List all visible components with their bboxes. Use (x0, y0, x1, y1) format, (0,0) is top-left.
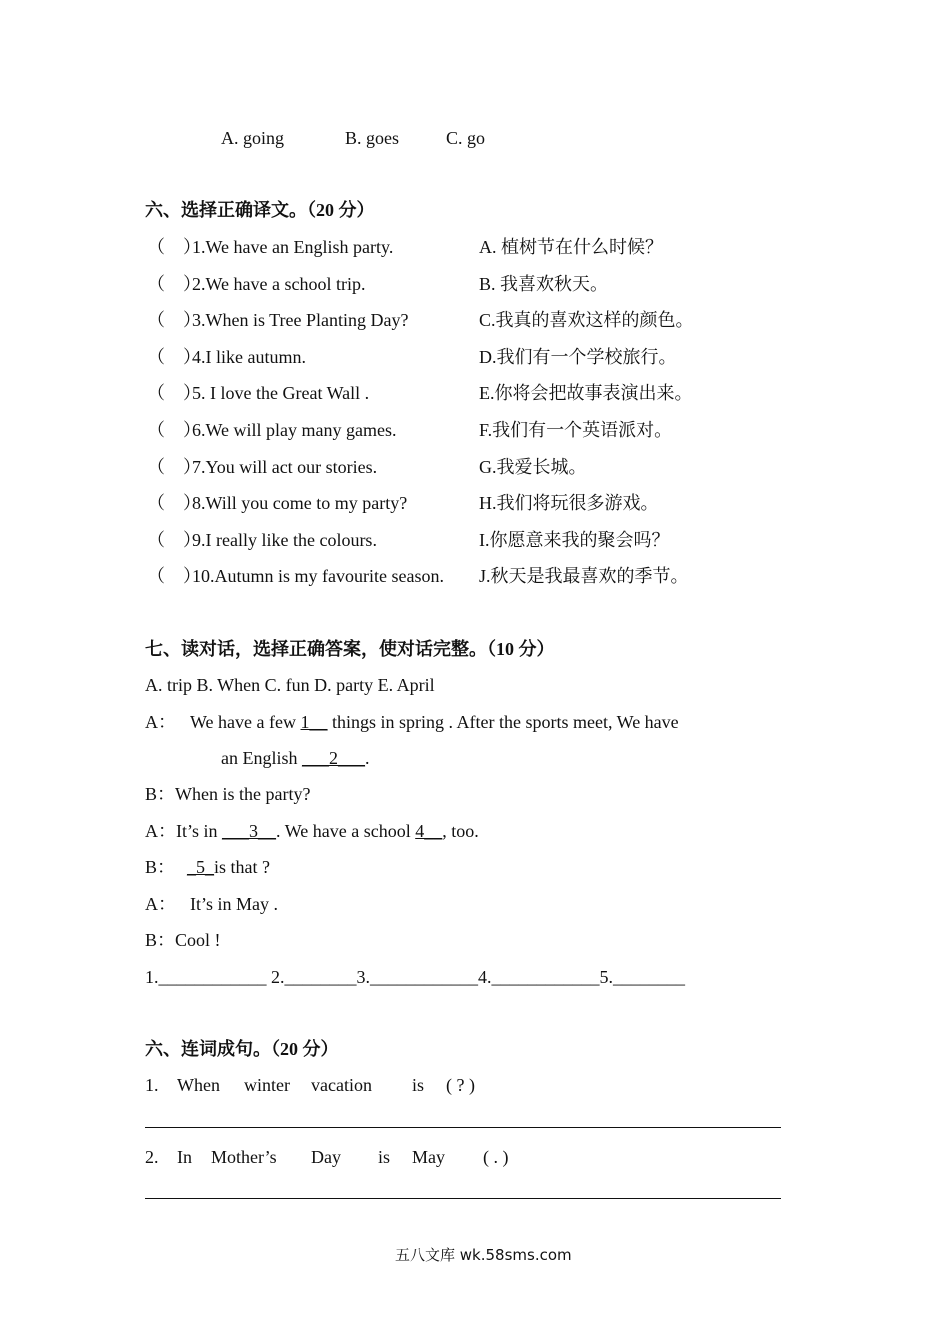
dialogue-line-2 (145, 785, 310, 803)
q2-number: 2. (145, 1147, 159, 1167)
answer-paren: （ ） (147, 310, 201, 330)
option-b: B. goes (345, 128, 399, 148)
english-sentence: 8.Will you come to my party? (192, 493, 408, 513)
line-text: is that ? (214, 857, 271, 877)
dialogue-line-1b (221, 749, 370, 767)
line-text: , too. (442, 821, 479, 841)
q2-word: Mother’s (211, 1147, 277, 1167)
blank-2: ___2___ (302, 748, 365, 768)
answer-paren: （ ） (147, 566, 201, 586)
dialogue-line-1 (145, 713, 679, 731)
speaker: A： (145, 712, 176, 732)
option-a: A. going (221, 128, 284, 148)
english-sentence: 6.We will play many games. (192, 420, 397, 440)
section8-title: 六、连词成句。（20 分） (145, 1039, 339, 1059)
english-sentence: 7.You will act our stories. (192, 457, 378, 477)
answer-paren: （ ） (147, 420, 201, 440)
q2-word: is (378, 1147, 391, 1167)
line-text: . (365, 748, 370, 768)
line-text: It’s in (176, 821, 223, 841)
line-text: It’s in May . (190, 894, 278, 914)
dialogue-line-3 (145, 822, 479, 840)
q2-word: In (177, 1147, 192, 1167)
speaker: B： (145, 857, 176, 877)
q1-number: 1. (145, 1075, 159, 1095)
answer-paren: （ ） (147, 383, 201, 403)
english-sentence: 5. I love the Great Wall . (192, 383, 370, 403)
line-text: When is the party? (175, 784, 311, 804)
section7-options: A. trip B. When C. fun D. party E. April (145, 675, 435, 695)
speaker: B： (145, 930, 176, 950)
answer-paren: （ ） (147, 530, 201, 550)
blank-1: 1__ (300, 712, 328, 732)
blank-5: _5_ (187, 857, 215, 877)
english-sentence: 9.I really like the colours. (192, 530, 377, 550)
section6-title: 六、选择正确译文。（20 分） (145, 200, 375, 220)
answer-line-2 (145, 1198, 781, 1199)
footer-watermark: 五八文库 wk.58sms.com (395, 1246, 572, 1264)
answer-paren: （ ） (147, 457, 201, 477)
english-sentence: 1.We have an English party. (192, 237, 394, 257)
answer-paren: （ ） (147, 237, 201, 257)
speaker: B： (145, 784, 176, 804)
chinese-translation: H.我们将玩很多游戏。 (479, 493, 659, 513)
q1-word: ( ? ) (446, 1075, 475, 1095)
q2-word: May (412, 1147, 445, 1167)
chinese-translation: J.秋天是我最喜欢的季节。 (479, 566, 689, 586)
q2-word: ( . ) (483, 1147, 509, 1167)
q2-word: Day (311, 1147, 341, 1167)
chinese-translation: G.我爱长城。 (479, 457, 587, 477)
dialogue-line-6 (145, 931, 221, 949)
answer-paren: （ ） (147, 274, 201, 294)
speaker: A： (145, 894, 176, 914)
q1-word: vacation (311, 1075, 372, 1095)
english-sentence: 4.I like autumn. (192, 347, 306, 367)
line-text: We have a few (190, 712, 301, 732)
line-text: . We have a school (276, 821, 416, 841)
dialogue-line-5 (145, 895, 278, 913)
option-c: C. go (446, 128, 486, 148)
chinese-translation: B. 我喜欢秋天。 (479, 274, 609, 294)
q1-word: When (177, 1075, 220, 1095)
line-text: things in spring . After the sports meet, We have (327, 712, 679, 732)
line-text: Cool ! (175, 930, 221, 950)
chinese-translation: C.我真的喜欢这样的颜色。 (479, 310, 694, 330)
dialogue-line-4 (145, 858, 270, 876)
speaker: A： (145, 821, 176, 841)
chinese-translation: E.你将会把故事表演出来。 (479, 383, 693, 403)
answer-paren: （ ） (147, 347, 201, 367)
line-text: an English (221, 748, 302, 768)
chinese-translation: D.我们有一个学校旅行。 (479, 347, 677, 367)
q1-word: is (412, 1075, 425, 1095)
english-sentence: 3.When is Tree Planting Day? (192, 310, 409, 330)
chinese-translation: F.我们有一个英语派对。 (479, 420, 673, 440)
answer-blanks: 1.____________ 2.________3.____________4.____________5.________ (145, 967, 685, 987)
answer-paren: （ ） (147, 493, 201, 513)
english-sentence: 10.Autumn is my favourite season. (192, 566, 444, 586)
english-sentence: 2.We have a school trip. (192, 274, 366, 294)
section7-title: 七、读对话，选择正确答案，使对话完整。（10 分） (145, 639, 555, 659)
blank-4: 4__ (415, 821, 443, 841)
chinese-translation: A. 植树节在什么时候？ (479, 237, 663, 257)
blank-3: ___3__ (222, 821, 277, 841)
chinese-translation: I.你愿意来我的聚会吗？ (479, 530, 670, 550)
q1-word: winter (244, 1075, 290, 1095)
answer-line-1 (145, 1127, 781, 1128)
